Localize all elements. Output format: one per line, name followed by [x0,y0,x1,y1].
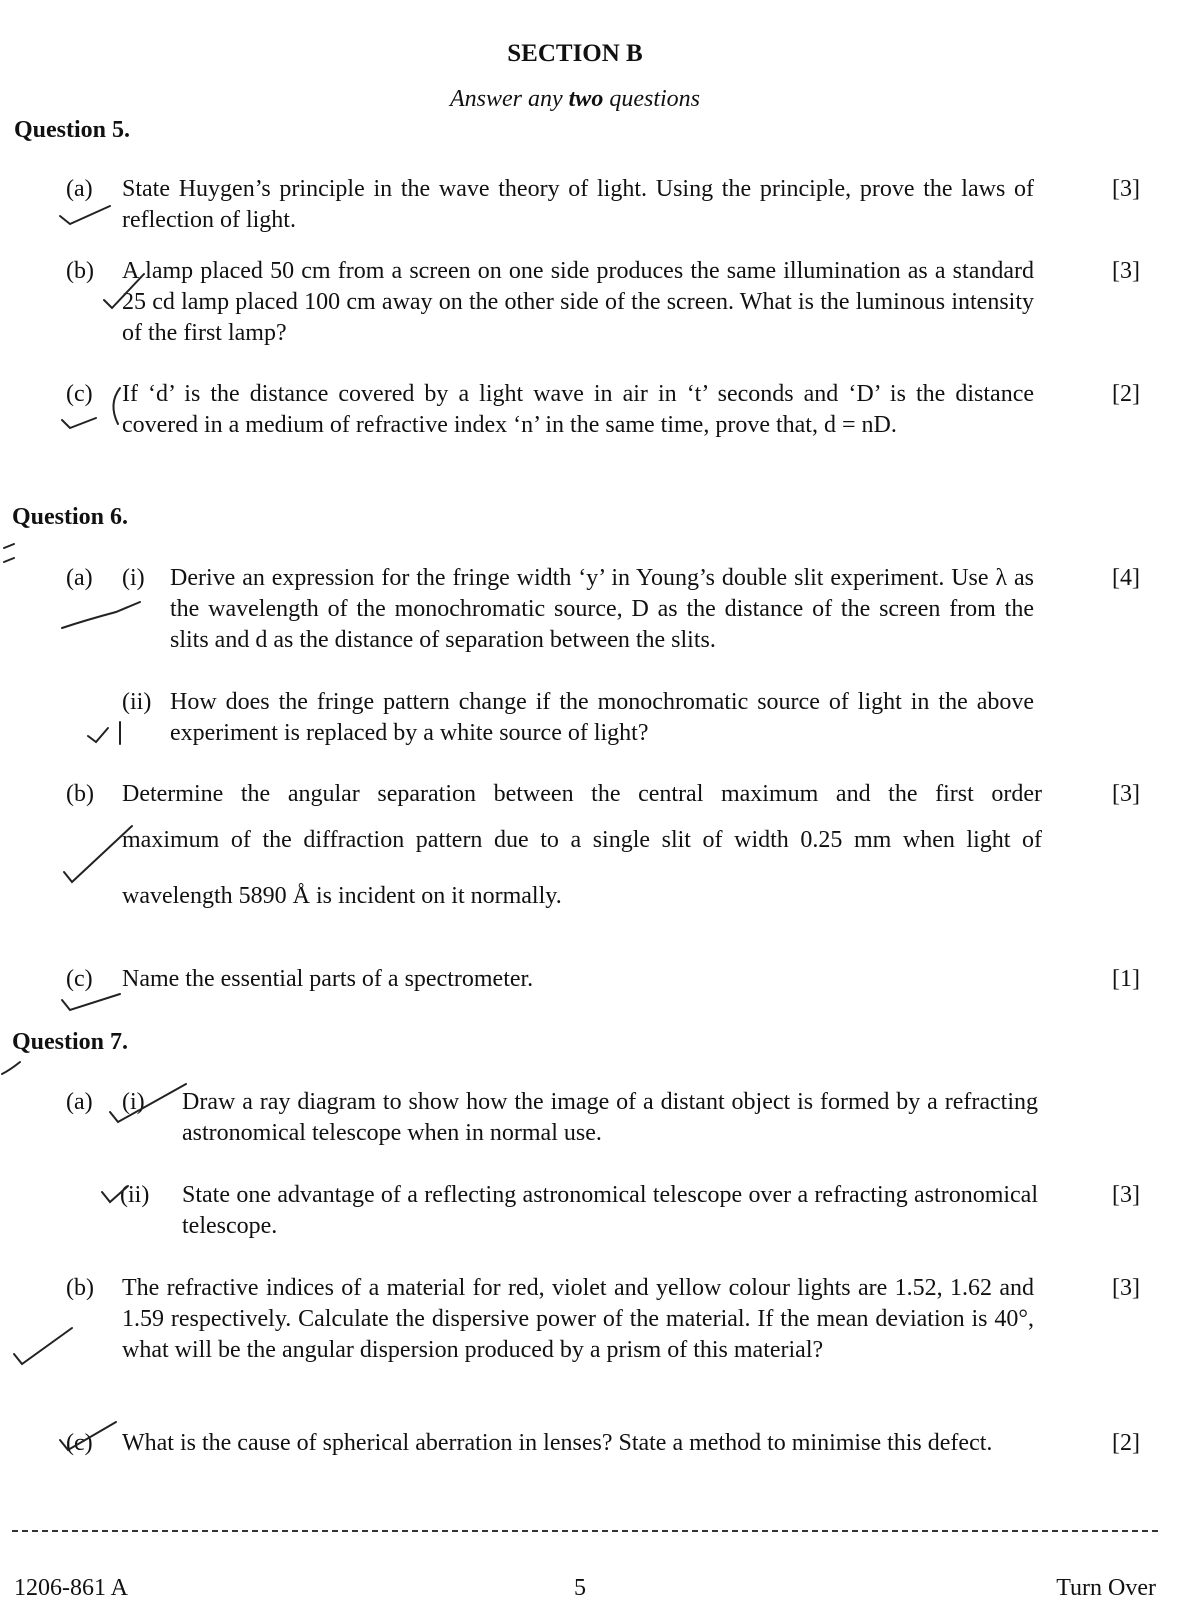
q6a-ii-text: How does the fringe pattern change if the monochromatic source of light in the above experiment is replaced by a white source of light? [170,689,1034,746]
q6c-marks: [1] [1112,966,1140,992]
question-5-title: Question 5. [14,117,131,143]
q7c-marks: [2] [1112,1430,1140,1456]
q7c-text: What is the cause of spherical aberration in lenses? State a method to minimise this defect. [122,1430,993,1456]
q7b-marks: [3] [1112,1275,1140,1301]
footer-dashed-rule [12,1530,1158,1532]
q6c-label: (c) [66,966,93,992]
q7b-text: The refractive indices of a material for red, violet and yellow colour lights are 1.52, 1.62 and 1.59 respectively. Calculate the dispersive power of the material. If the mean deviation is 40°, what will be the angular dispersion produced by a prism of this material? [122,1275,1034,1363]
question-7-title: Question 7. [12,1029,129,1055]
question-6-title: Question 6. [12,504,129,530]
handwritten-tick-icon [56,384,126,434]
q6b-line-2: maximum of the diffraction pattern due to a single slit of width 0.25 mm when light of [122,827,1042,853]
q7c-label: (c) [66,1430,93,1456]
q7b-label: (b) [66,1275,94,1301]
q6b-label: (b) [66,781,94,807]
q6a-label: (a) [66,565,93,591]
q6a-i-label: (i) [122,565,145,591]
q7a-ii-label: (ii) [120,1182,150,1208]
handwritten-tick-icon [56,990,126,1020]
q6a-marks: [4] [1112,565,1140,591]
q6b-marks: [3] [1112,781,1140,807]
section-instruction [0,84,1150,115]
handwritten-mark-icon [0,1060,24,1080]
q7a-marks: [3] [1112,1182,1140,1208]
instruction-emphasis: two [568,86,604,112]
handwritten-tick-icon [8,1322,78,1372]
q5b-marks: [3] [1112,258,1140,284]
q5a-text: State Huygen’s principle in the wave theory of light. Using the principle, prove the laws of reflection of light. [122,176,1034,233]
q6b-line-3: wavelength 5890 Å is incident on it normally. [122,883,562,909]
page-number: 5 [574,1575,586,1601]
handwritten-tick-icon [100,270,150,314]
handwritten-tick-icon [98,1180,138,1210]
paper-code: 1206-861 A [14,1575,128,1601]
handwritten-tick-icon [58,820,138,890]
q7a-i-label: (i) [122,1089,145,1115]
q7a-label: (a) [66,1089,93,1115]
q5a-label: (a) [66,176,93,202]
turn-over-note: Turn Over [1056,1575,1156,1601]
q5c-marks: [2] [1112,381,1140,407]
q5c-text: If ‘d’ is the distance covered by a light wave in air in ‘t’ seconds and ‘D’ is the distance covered in a medium of refractive index ‘n’ in the same time, prove that, d = nD. [122,381,1034,438]
q5b-label: (b) [66,258,94,284]
instruction-text-end: questions [603,86,700,112]
handwritten-tick-icon [102,1080,192,1130]
q6b-line-1: Determine the angular separation between the central maximum and the first order [122,781,1042,807]
q7a-i-text: Draw a ray diagram to show how the image of a distant object is formed by a refracting astronomical telescope when in normal use. [182,1089,1038,1146]
handwritten-tick-icon [54,1418,124,1458]
instruction-text: Answer any [449,86,569,112]
handwritten-mark-icon [0,540,20,570]
q6a-i-text: Derive an expression for the fringe width ‘y’ in Young’s double slit experiment. Use λ as the wavelength of the monochromatic source, D as the distance of the screen from the slits and d as the distance of separation between the slits. [170,565,1034,653]
q5a-marks: [3] [1112,176,1140,202]
handwritten-tick-icon [56,200,116,230]
section-title: SECTION B [507,40,643,67]
handwritten-tick-icon [56,598,146,638]
q5b-text: A lamp placed 50 cm from a screen on one side produces the same illumination as a standard 25 cd lamp placed 100 cm away on the other side of the screen. What is the luminous intensity of the first lamp? [122,258,1034,346]
q5c-label: (c) [66,381,93,407]
handwritten-tick-icon [84,718,134,748]
q6c-text: Name the essential parts of a spectrometer. [122,966,534,992]
q7a-ii-text: State one advantage of a reflecting astronomical telescope over a refracting astronomical telescope. [182,1182,1038,1239]
q6a-ii-label: (ii) [122,689,152,715]
